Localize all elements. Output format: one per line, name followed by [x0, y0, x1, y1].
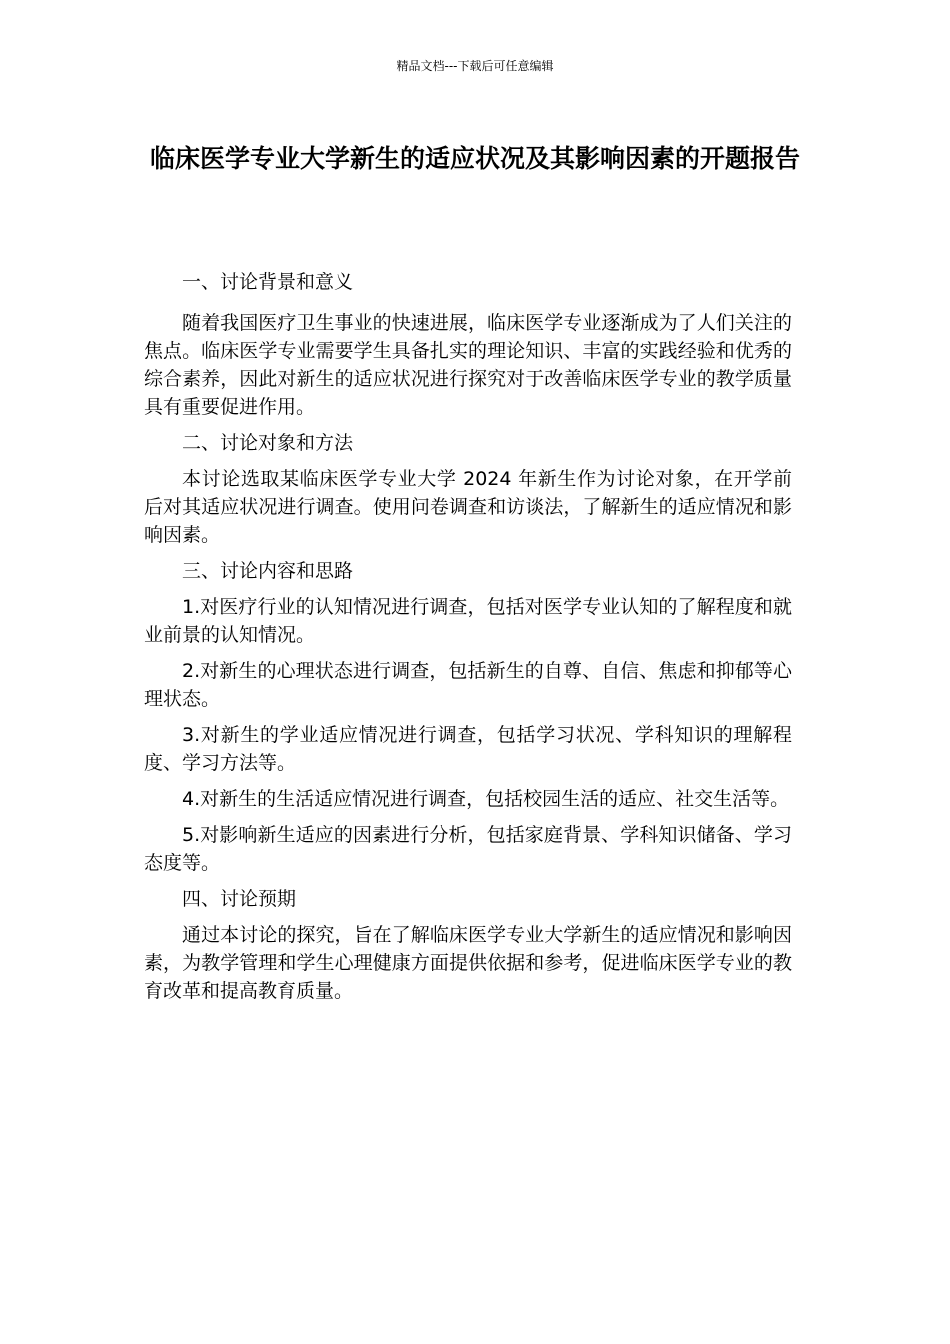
section-heading-content-approach: 三、讨论内容和思路 [182, 560, 354, 582]
content-list-item: 1.对医疗行业的认知情况进行调查，包括对医学专业认知的了解程度和就业前景的认知情况。 [144, 596, 792, 646]
section-heading-subjects-methods: 二、讨论对象和方法 [182, 432, 354, 454]
content-list-item: 4.对新生的生活适应情况进行调查，包括校园生活的适应、社交生活等。 [182, 788, 790, 810]
document-title: 临床医学专业大学新生的适应状况及其影响因素的开题报告 [149, 144, 800, 173]
content-list-item: 3.对新生的学业适应情况进行调查，包括学习状况、学科知识的理解程度、学习方法等。 [144, 724, 792, 774]
page-header: 精品文档---下载后可任意编辑 [396, 59, 554, 73]
content-list-item: 2.对新生的心理状态进行调查，包括新生的自尊、自信、焦虑和抑郁等心理状态。 [144, 660, 792, 710]
section-body-expectations: 通过本讨论的探究，旨在了解临床医学专业大学新生的适应情况和影响因素，为教学管理和学生心理健康方面提供依据和参考，促进临床医学专业的教育改革和提高教育质量。 [144, 924, 792, 1002]
section-body-background: 随着我国医疗卫生事业的快速进展，临床医学专业逐渐成为了人们关注的焦点。临床医学专业需要学生具备扎实的理论知识、丰富的实践经验和优秀的综合素养，因此对新生的适应状况进行探究对于改善临床医学专业的教学质量具有重要促进作用。 [144, 312, 792, 418]
section-body-subjects-methods: 本讨论选取某临床医学专业大学 2024 年新生作为讨论对象，在开学前后对其适应状况进行调查。使用问卷调查和访谈法，了解新生的适应情况和影响因素。 [144, 468, 792, 546]
document-body [144, 268, 792, 1005]
content-list-item: 5.对影响新生适应的因素进行分析，包括家庭背景、学科知识储备、学习态度等。 [144, 824, 792, 874]
section-heading-expectations: 四、讨论预期 [182, 888, 297, 910]
section-heading-background: 一、讨论背景和意义 [182, 271, 354, 293]
